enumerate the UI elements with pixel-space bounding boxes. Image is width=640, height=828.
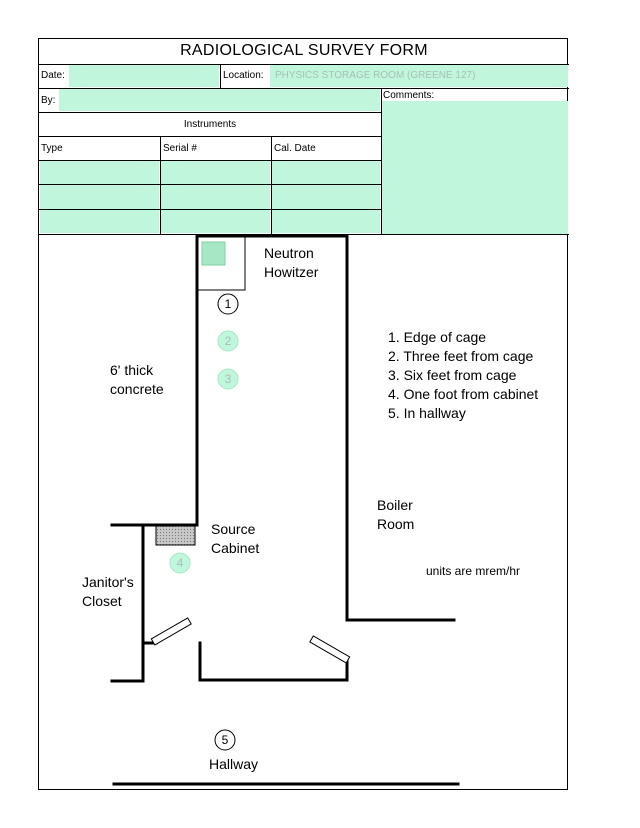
label-line: 6' thick [110,362,154,378]
column-serial: Serial # [163,143,197,154]
legend-item: 2. Three feet from cage [388,348,534,364]
label-line: Cabinet [211,540,260,556]
point-label: 4 [176,556,184,570]
label-line: concrete [110,381,164,397]
legend-item: 3. Six feet from cage [388,367,517,383]
hallway-label: Hallway [209,756,259,772]
source-cabinet-icon [156,526,195,545]
location-value: PHYSICS STORAGE ROOM (GREENE 127) [275,70,476,81]
janitors-closet-label [82,573,134,611]
legend-item: 5. In hallway [388,405,466,421]
source-cabinet-label [211,520,259,558]
legend-item: 4. One foot from cabinet [388,386,539,402]
label-line: Source [211,521,256,537]
column-type: Type [41,143,63,154]
point-label: 2 [224,334,232,348]
label-line: Neutron [264,245,314,261]
instruments-heading: Instruments [183,119,237,130]
location-label: Location: [223,70,264,81]
point-label: 5 [221,733,229,747]
column-cal-date: Cal. Date [274,143,316,154]
boiler-room-label [377,496,414,534]
point-label: 1 [224,297,232,311]
door [151,618,191,645]
point-legend [388,328,538,423]
form-title: RADIOLOGICAL SURVEY FORM [180,42,428,59]
point-label: 3 [224,372,232,386]
neutron-howitzer-label [264,244,318,282]
neutron-howitzer-icon [202,242,225,265]
concrete-label [110,361,164,399]
label-line: Janitor's [82,574,134,590]
label-line: Closet [82,593,122,609]
wall [197,236,454,620]
label-line: Room [377,516,415,532]
label-line: Boiler [377,497,413,513]
label-line: Howitzer [264,264,319,280]
door [310,636,350,663]
by-label: By: [41,95,56,106]
comments-label: Comments: [383,90,435,101]
date-label: Date: [41,70,65,81]
units-note: units are mrem/hr [426,564,521,578]
legend-item: 1. Edge of cage [388,329,487,345]
